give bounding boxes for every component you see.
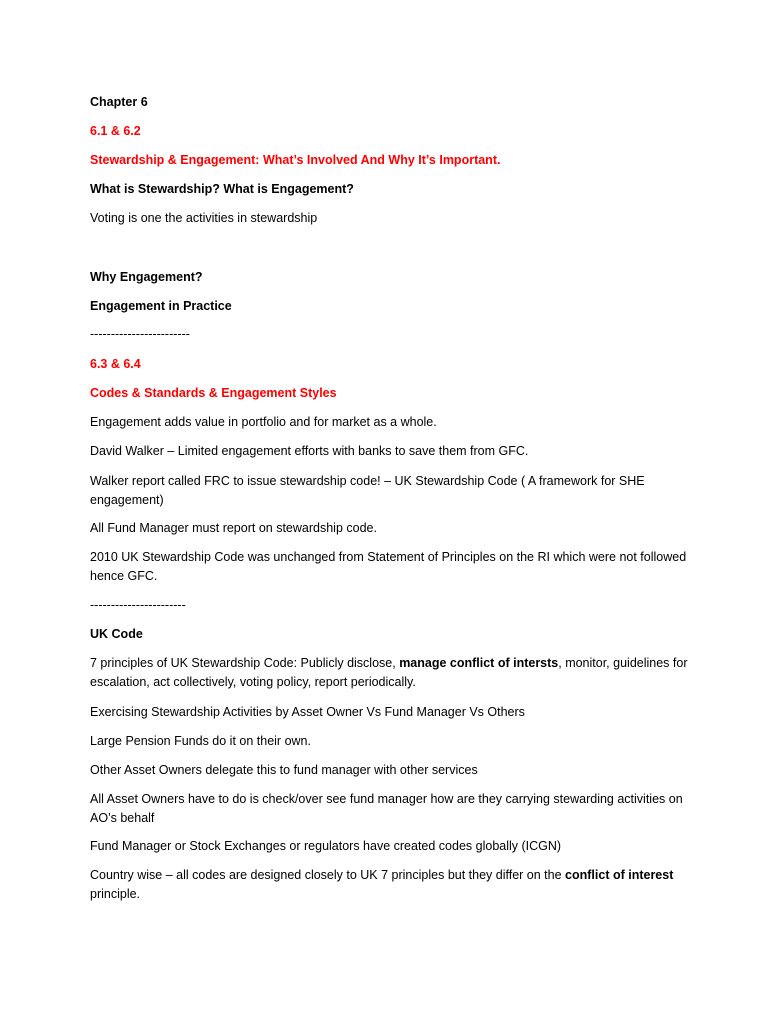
why-engagement-heading: Why Engagement? xyxy=(90,270,203,284)
other-owners-paragraph: Other Asset Owners delegate this to fund manager with other services xyxy=(90,763,478,777)
exercising-paragraph: Exercising Stewardship Activities by Asset Owner Vs Fund Manager Vs Others xyxy=(90,705,525,719)
question-stewardship: What is Stewardship? What is Engagement? xyxy=(90,182,354,196)
principles-paragraph xyxy=(90,654,690,691)
all-owners-paragraph: All Asset Owners have to do is check/over see fund manager how are they carrying stewarding activities on AO’s behalf xyxy=(90,792,683,825)
david-walker-paragraph: David Walker – Limited engagement efforts with banks to save them from GFC. xyxy=(90,444,529,458)
principles-text-end: , monitor, guidelines for escalation, act collectively, voting policy, report periodically. xyxy=(90,656,688,689)
uk-code-heading: UK Code xyxy=(90,627,143,641)
fund-manager-report-paragraph: All Fund Manager must report on stewardship code. xyxy=(90,521,377,535)
section-number-6-1: 6.1 & 6.2 xyxy=(90,124,141,138)
country-wise-paragraph xyxy=(90,866,690,903)
large-pension-paragraph: Large Pension Funds do it on their own. xyxy=(90,734,311,748)
engagement-practice-heading: Engagement in Practice xyxy=(90,299,232,313)
divider-line: ----------------------- xyxy=(90,598,186,612)
codes-global-paragraph: Fund Manager or Stock Exchanges or regulators have created codes globally (ICGN) xyxy=(90,839,562,853)
country-text: Country wise – all codes are designed closely to UK 7 principles but they differ on the xyxy=(90,868,566,882)
section-title-stewardship: Stewardship & Engagement: What’s Involved And Why It’s Important. xyxy=(90,153,501,167)
chapter-heading: Chapter 6 xyxy=(90,95,148,109)
section-number-6-3: 6.3 & 6.4 xyxy=(90,357,141,371)
country-text-end: principle. xyxy=(90,886,141,901)
adds-value-paragraph: Engagement adds value in portfolio and for market as a whole. xyxy=(90,415,437,429)
code-2010-paragraph: 2010 UK Stewardship Code was unchanged from Statement of Principles on the RI which were not followed hence GFC. xyxy=(90,550,687,583)
principles-text: 7 principles of UK Stewardship Code: Publicly disclose, xyxy=(90,656,400,670)
voting-paragraph: Voting is one the activities in stewardship xyxy=(90,211,318,225)
section-title-codes: Codes & Standards & Engagement Styles xyxy=(90,386,337,400)
principles-emphasis: manage conflict of intersts xyxy=(399,656,559,670)
walker-report-paragraph: Walker report called FRC to issue stewardship code! – UK Stewardship Code ( A framework for SHE engagement) xyxy=(90,474,645,507)
country-emphasis: conflict of interest xyxy=(565,868,674,882)
divider-line: ------------------------ xyxy=(90,327,190,341)
